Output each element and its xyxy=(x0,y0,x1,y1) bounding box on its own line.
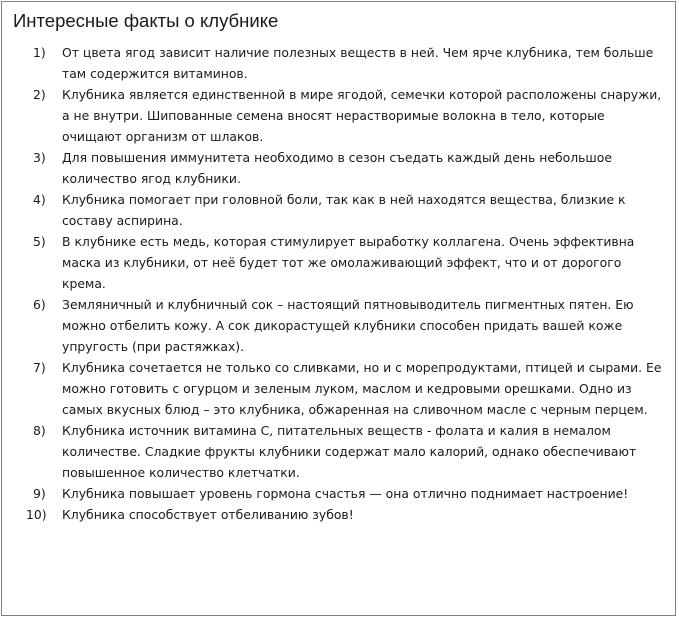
list-item-text: Клубника является единственной в мире ягодой, семечки которой расположены снаружи, а не внутри. Шипованные семена вносят нерастворимые волокна в тело, которые очищают организм от шлаков. xyxy=(62,87,662,144)
list-item xyxy=(2,483,662,504)
list-item-number: 2) xyxy=(33,87,46,102)
list-item-number: 7) xyxy=(33,360,46,375)
list-item-text: Клубника способствует отбеливанию зубов! xyxy=(62,507,354,522)
list-item xyxy=(2,420,662,483)
document-title: Интересные факты о клубнике xyxy=(13,10,279,31)
list-item-number: 5) xyxy=(33,234,46,249)
list-item-text: Земляничный и клубничный сок – настоящий пятновыводитель пигментных пятен. Ею можно отбелить кожу. А сок дикорастущей клубники способен придать вашей коже упругость (при растяжках). xyxy=(62,297,634,354)
list-item xyxy=(2,504,662,525)
list-item xyxy=(2,147,662,189)
list-item-number: 4) xyxy=(33,192,46,207)
list-item xyxy=(2,357,662,420)
list-item xyxy=(2,231,662,294)
list-item-text: Клубника сочетается не только со сливками, но и с морепродуктами, птицей и сырами. Ее можно готовить с огурцом и зеленым луком, маслом и кедровыми орешками. Одно из самых вкусных блюд – это клубника, обжаренная на сливочном масле с черным перцем. xyxy=(62,360,662,417)
list-item xyxy=(2,294,662,357)
document-frame xyxy=(1,1,676,616)
list-item-text: Клубника источник витамина С, питательных веществ - фолата и калия в немалом количестве. Сладкие фрукты клубники содержат мало калорий, однако обеспечивают повышенное количество клетчатки. xyxy=(62,423,637,480)
facts-list xyxy=(2,42,662,525)
list-item-number: 8) xyxy=(33,423,46,438)
list-item xyxy=(2,189,662,231)
list-item xyxy=(2,84,662,147)
list-item-number: 10) xyxy=(26,507,47,522)
list-item-number: 3) xyxy=(33,150,46,165)
list-item-number: 6) xyxy=(33,297,46,312)
list-item-text: Клубника повышает уровень гормона счастья — она отлично поднимает настроение! xyxy=(62,486,629,501)
list-item-text: В клубнике есть медь, которая стимулирует выработку коллагена. Очень эффективна маска из клубники, от неё будет тот же омолаживающий эффект, что и от дорогого крема. xyxy=(62,234,635,291)
list-item-text: Для повышения иммунитета необходимо в сезон съедать каждый день небольшое количество ягод клубники. xyxy=(62,150,612,186)
list-item xyxy=(2,42,662,84)
list-item-text: Клубника помогает при головной боли, так как в ней находятся вещества, близкие к составу аспирина. xyxy=(62,192,626,228)
list-item-number: 9) xyxy=(33,486,46,501)
list-item-text: От цвета ягод зависит наличие полезных веществ в ней. Чем ярче клубника, тем больше там содержится витаминов. xyxy=(62,45,654,81)
list-item-number: 1) xyxy=(33,45,46,60)
